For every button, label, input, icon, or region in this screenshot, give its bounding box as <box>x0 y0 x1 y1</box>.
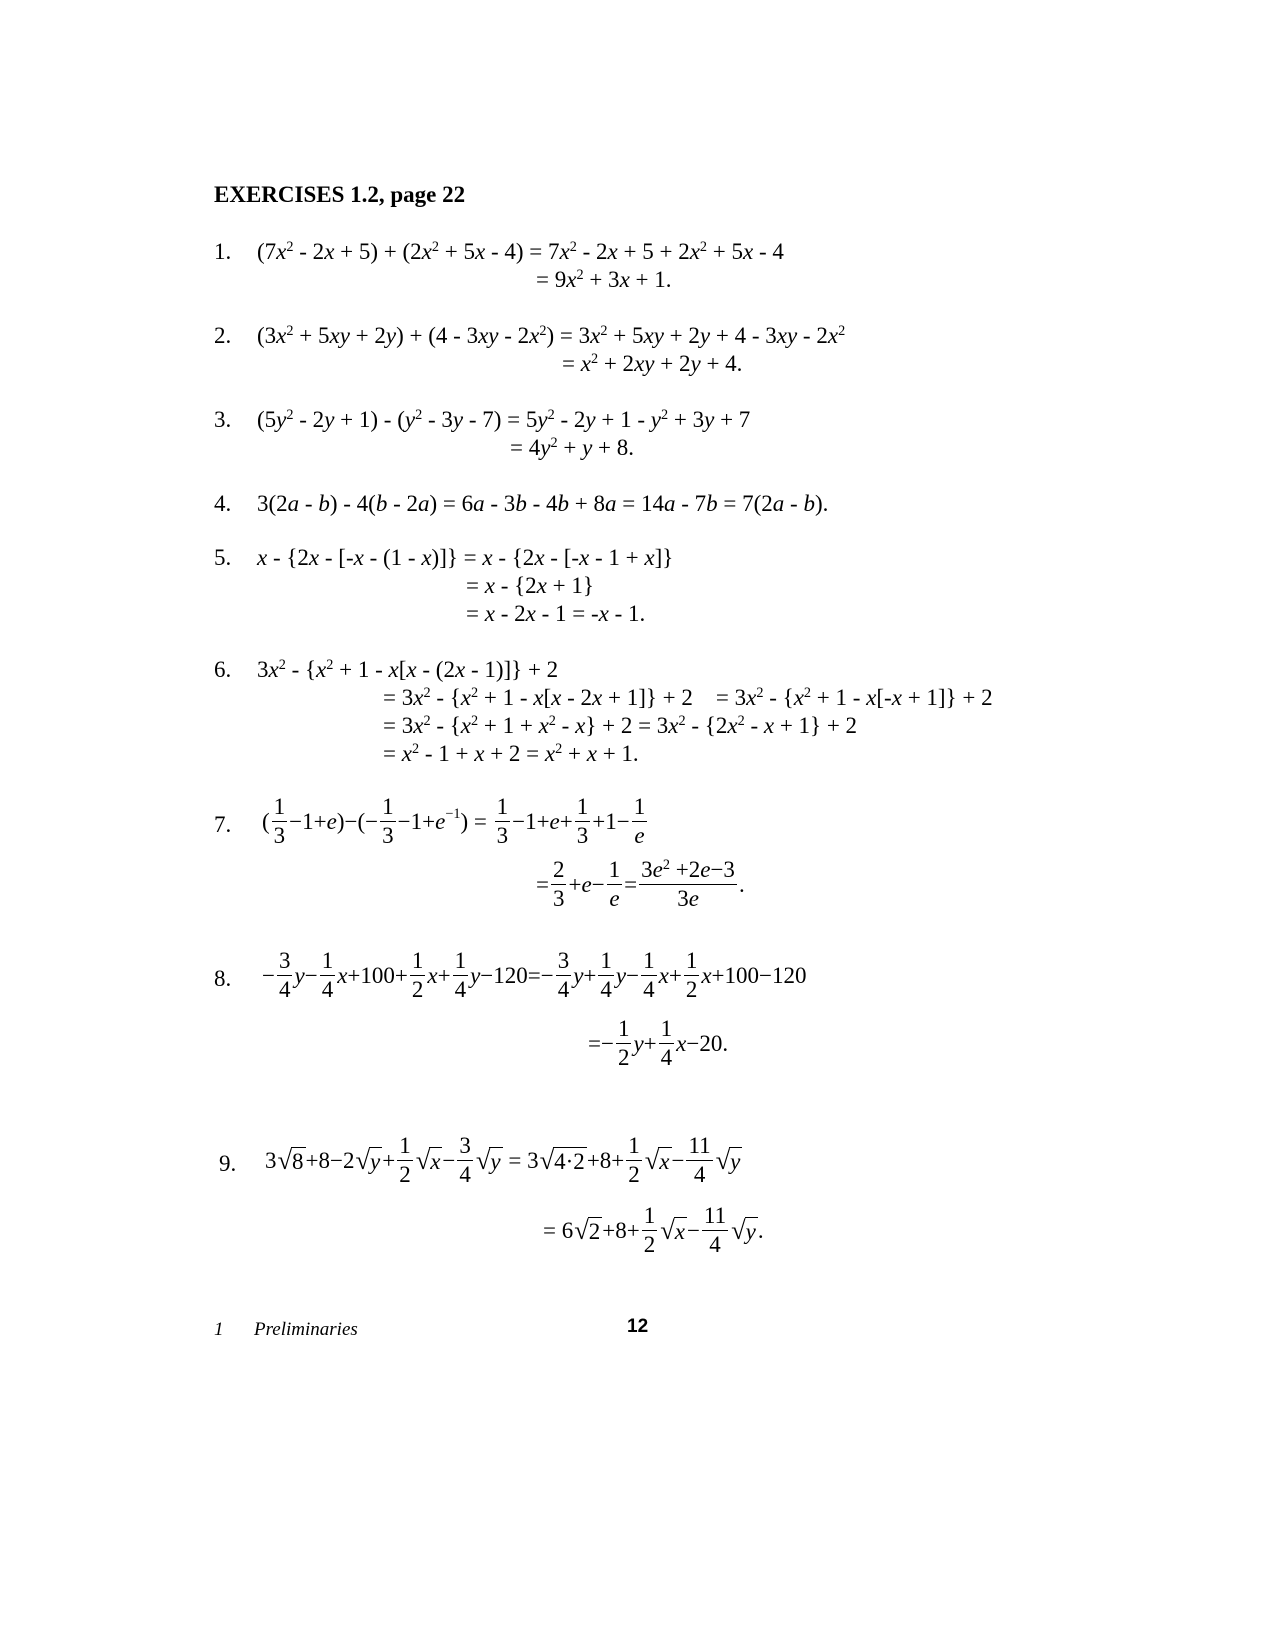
problem-number: 1. <box>214 239 232 264</box>
problem-1-line-1: $(7x^2 - 2x + 5) + (2x^2 + 5x - 4) = 7x^2 - 2x + 5 + 2x^2 + 5x - 4$ <box>257 239 784 264</box>
problem-1-line-2: = $9x^2 + 3x + 1$. <box>536 267 672 292</box>
problem-2-line-2: = $x^2 + 2xy + 2y + 4$. <box>562 351 743 376</box>
problem-8-line-2: =− $\frac{1}{2}$ y + $\frac{1}{4}$ x −20. <box>588 1016 729 1071</box>
page-title: EXERCISES 1.2, page 22 <box>214 182 466 207</box>
problem-number: 7. <box>214 812 232 837</box>
problem-6-line-2: = $3x^2 - \{x^2 + 1 - x[x - 2x + 1]\} + 2$ = $3x^2 - \{x^2 + 1 - x[-x + 1]\} + 2$ <box>383 685 993 710</box>
problem-9-line-2: = 6 √ 2 +8+ $\frac{1}{2}$ √ x − $\frac{11}{4}$ √ y . <box>543 1203 764 1258</box>
problem-3-line-2: = $4y^2 + y + 8$. <box>510 435 635 460</box>
page-number: 12 <box>627 1316 649 1337</box>
problem-7-line-2: = $\frac{2}{3}$ + e − $\frac{1}{e}$ = $\frac{3e^2 +2e-3}{3e}$ . <box>536 857 745 912</box>
problem-number: 5. <box>214 545 232 570</box>
problem-6-line-4: = $x^2 - 1 + x + 2 = x^2 + x + 1$. <box>383 741 639 766</box>
problem-2-line-1: $(3x^2 + 5xy + 2y) + (4 - 3xy - 2x^2) = 3x^2 + 5xy + 2y + 4 - 3xy - 2x^2$ <box>257 323 846 348</box>
problem-3-line-1: $(5y^2 - 2y + 1) - (y^2 - 3y - 7) = 5y^2 - 2y + 1 - y^2 + 3y + 7$ <box>257 407 751 432</box>
problem-7-line-1: ( $\frac{1}{3}$ −1+ e )−(− $\frac{1}{3}$ −1+ e $^{-1}$ ) = $\frac{1}{3}$ −1+ e + $\frac{1}{3}$ +1− $\frac{1}{e}$ <box>262 794 646 849</box>
problem-6-line-3: = $3x^2 - \{x^2 + 1 + x^2 - x\} + 2 = 3x^2 - \{2x^2 - x + 1\} + 2$ <box>383 713 858 738</box>
problem-5-line-1: x - {2x - [-x - (1 - x)]} = x - {2x - [-x - 1 + x]} <box>257 545 674 570</box>
problem-number: 6. <box>214 657 232 682</box>
problem-4-line-1: 3(2a - b) - 4(b - 2a) = 6a - 3b - 4b + 8a = 14a - 7b = 7(2a - b). <box>257 491 829 516</box>
problem-6-line-1: $3x^2 - \{x^2 + 1 - x[x - (2x - 1)]\} + 2$ <box>257 657 559 682</box>
problem-number: 2. <box>214 323 232 348</box>
problem-5-line-3: = x - 2x - 1 = -x - 1. <box>466 601 646 626</box>
problem-number: 8. <box>214 966 232 991</box>
problem-9-line-1: 3 √ 8 +8−2 √ y + $\frac{1}{2}$ √ x − $\frac{3}{4}$ √ y = 3 √ 4·2 +8+ $\frac{1}{2}$ √ x − $\frac{11}{4}$ √ y <box>265 1133 741 1188</box>
problem-8-line-1: − $\frac{3}{4}$ y − $\frac{1}{4}$ x +100+ $\frac{1}{2}$ x + $\frac{1}{4}$ y −120=− $\frac{3}{4}$ y + $\frac{1}{4}$ y − $\frac{1}{4}$ x + $\frac{1}{2}$ x +100−120 <box>262 948 807 1003</box>
footer-chapter-name: Preliminaries <box>254 1319 358 1340</box>
problem-number: 4. <box>214 491 232 516</box>
problem-number: 9. <box>219 1151 237 1176</box>
problem-5-line-2: = x - {2x + 1} <box>466 573 594 598</box>
footer-chapter-number: 1 <box>214 1319 224 1340</box>
problem-number: 3. <box>214 407 232 432</box>
